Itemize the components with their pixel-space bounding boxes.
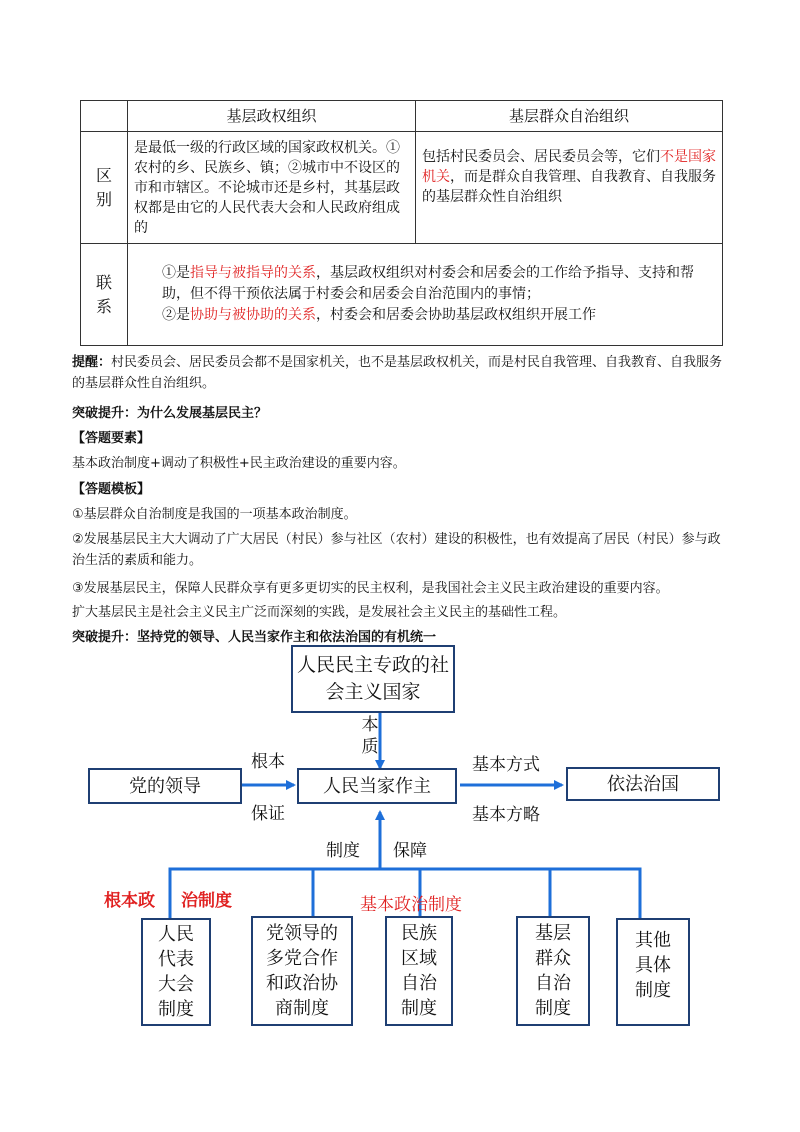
label-basic-way: 基本方式 [472,755,540,775]
label-basic-strategy: 基本方略 [472,805,540,825]
template-item-2: ②发展基层民主大大调动了广大居民（村民）参与社区（农村）建设的积极性，也有效提高了居民（村民）参与政治生活的素质和能力。 [72,532,721,568]
template-item-3: ③发展基层民主，保障人民群众享有更多更切实的民主权利，是我国社会主义民主政治建设的重要内容。 [72,581,669,596]
relation-label: 联系 [96,272,113,316]
difference-col2-red: 不是国家机关 [422,148,716,185]
header-cell-self-governance: 基层群众自治组织 [416,101,723,132]
template-item-1: ①基层群众自治制度是我国的一项基本政治制度。 [72,507,357,522]
header-cell-grassroots-power: 基层政权组织 [128,101,416,132]
relation-1-red: 指导与被指导的关系 [190,265,316,281]
difference-label: 区别 [96,165,113,209]
key-points-text: 基本政治制度+调动了积极性+民主政治建设的重要内容。 [72,456,406,471]
box-grassroots-self-governance: 基层群众自治制度 [516,916,590,1026]
box-npc-system: 人民代表大会制度 [141,918,211,1026]
label-system: 制度 [326,841,360,861]
label-basic-political-system: 基本政治制度 [360,895,462,915]
difference-col2-part-a: 包括村民委员会、居民委员会等，它们 [422,148,660,165]
relation-1-post: ，基层政权组织对村委会和居委会的工作给予指导、支持和帮助，但不得干预依法属于村委会和居委会自治范围内的事情； [162,265,694,302]
box-rule-of-law: 依法治国 [566,767,720,801]
reminder-text: 村民委员会、居民委员会都不是国家机关，也不是基层政权机关，而是村民自我管理、自我教育、自我服务的基层群众性自治组织。 [72,355,723,391]
heading-why-develop: 突破提升：为什么发展基层民主？ [72,406,268,421]
reminder-label: 提醒： [72,355,112,370]
key-points-title: 【答题要素】 [72,431,151,446]
relation-2-post: ，村委会和居委会协助基层政权组织开展工作 [316,307,596,323]
label-fundamental-system-a: 根本政 [104,891,155,911]
label-protect: 保障 [393,841,427,861]
label-guarantee: 保证 [251,804,285,824]
relation-2-pre: ②是 [162,307,190,323]
label-root: 根本 [251,752,285,772]
relation-1-pre: ①是 [162,265,190,281]
box-multiparty-system: 党领导的多党合作和政治协商制度 [251,916,353,1026]
label-fundamental-system-b: 治制度 [181,891,232,911]
box-other-systems: 其他具体制度 [616,918,690,1026]
label-essence: 本质 [361,715,379,757]
template-title: 【答题模板】 [72,482,151,497]
relation-2-red: 协助与被协助的关系 [190,307,316,323]
box-party-leadership: 党的领导 [88,768,242,804]
box-socialist-state: 人民民主专政的社会主义国家 [291,645,455,713]
box-people-masters: 人民当家作主 [297,768,457,804]
box-ethnic-autonomy: 民族区域自治制度 [385,916,453,1026]
template-item-4: 扩大基层民主是社会主义民主广泛而深刻的实践，是发展社会主义民主的基础性工程。 [72,605,567,620]
heading-organic-unity: 突破提升：坚持党的领导、人民当家作主和依法治国的有机统一 [72,630,437,645]
difference-col1-text: 是最低一级的行政区域的国家政权机关。①农村的乡、民族乡、镇；②城市中不设区的市和市辖区。不论城市还是乡村，其基层政权都是由它的人民代表大会和人民政府组成的 [134,139,400,236]
difference-col2-part-b: ，而是群众自我管理、自我教育、自我服务的基层群众性自治组织 [422,168,716,205]
